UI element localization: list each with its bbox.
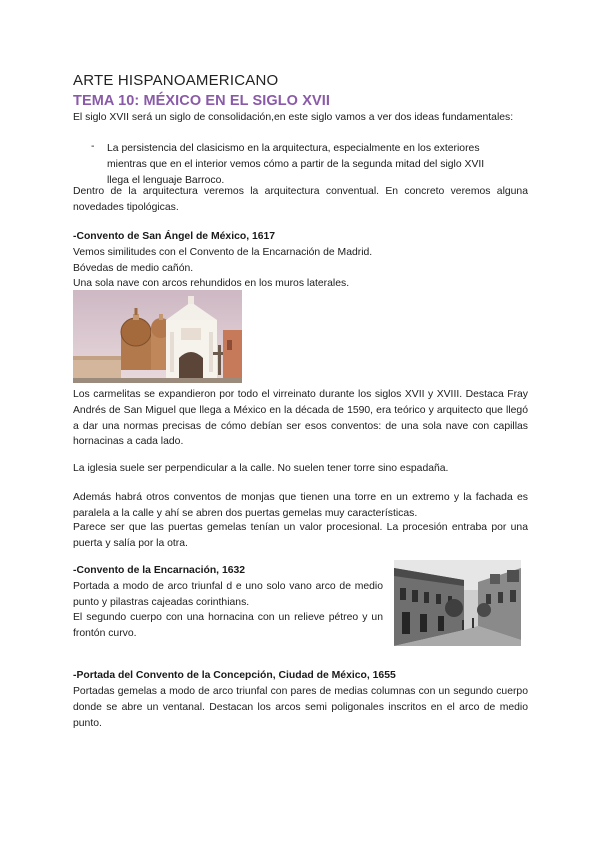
intro-paragraph: El siglo XVII será un siglo de consolidación,en este siglo vamos a ver dos ideas fundamentales:: [73, 112, 514, 123]
text-line: Bóvedas de medio cañón.: [73, 263, 194, 274]
section-heading-concepcion: -Portada del Convento de la Concepción, Ciudad de México, 1655: [73, 670, 396, 681]
text-line: Vemos similitudes con el Convento de la Encarnación de Madrid.: [73, 247, 373, 258]
paragraph-carmelitas: Los carmelitas se expandieron por todo el virreinato durante los siglos XVII y XVIII. Destaca Fray Andrés de San Miguel que llega a México en la década de 1590, era teórico y arquitecto que llegó a dar una normas precisas de cómo debían ser esos conventos: de una sola nave con capillas hornacinas a cada lado.: [73, 389, 528, 448]
intro-paragraph-2: Dentro de la arquitectura veremos la arquitectura conventual. En concreto veremos alguna novedades tipológicas.: [73, 186, 528, 213]
san-angel-church-photo: [73, 290, 242, 383]
paragraph-conventos: Además habrá otros conventos de monjas que tienen una torre en un extremo y la fachada es paralela a la calle y ahí se abren dos puertas gemelas muy características.: [73, 492, 528, 519]
bullet-marker: -: [91, 141, 95, 152]
encarnacion-text: Portada a modo de arco triunfal d e uno solo vano arco de medio punto y pilastras cajeadas corinthians.: [73, 581, 383, 608]
course-title: ARTE HISPANOAMERICANO: [73, 72, 279, 89]
concepcion-text: Portadas gemelas a modo de arco triunfal con pares de medias columnas con un segundo cuerpo donde se abre un ventanal. Destacan los arcos semi poligonales inscritos en el arco de medio punto.: [73, 686, 528, 729]
paragraph-puertas: Parece ser que las puertas gemelas tenían un valor procesional. La procesión entraba por una puerta y salía por la otra.: [73, 522, 528, 549]
encarnacion-text-2: El segundo cuerpo con una hornacina con un relieve pétreo y un frontón curvo.: [73, 612, 383, 639]
topic-title: TEMA 10: MÉXICO EN EL SIGLO XVII: [73, 93, 330, 109]
section-heading-san-angel: -Convento de San Ángel de México, 1617: [73, 231, 276, 242]
paragraph-iglesia: La iglesia suele ser perpendicular a la calle. No suelen tener torre sino espadaña.: [73, 463, 449, 474]
encarnacion-street-photo: [394, 560, 521, 646]
bullet-item: La persistencia del clasicismo en la arquitectura, especialmente en los exteriores mientras que en el interior vemos cómo a partir de la segunda mitad del siglo XVII llega el lenguaje Barroco.: [107, 143, 485, 186]
section-heading-encarnacion: -Convento de la Encarnación, 1632: [73, 565, 246, 576]
text-line: Una sola nave con arcos rehundidos en los muros laterales.: [73, 278, 350, 289]
